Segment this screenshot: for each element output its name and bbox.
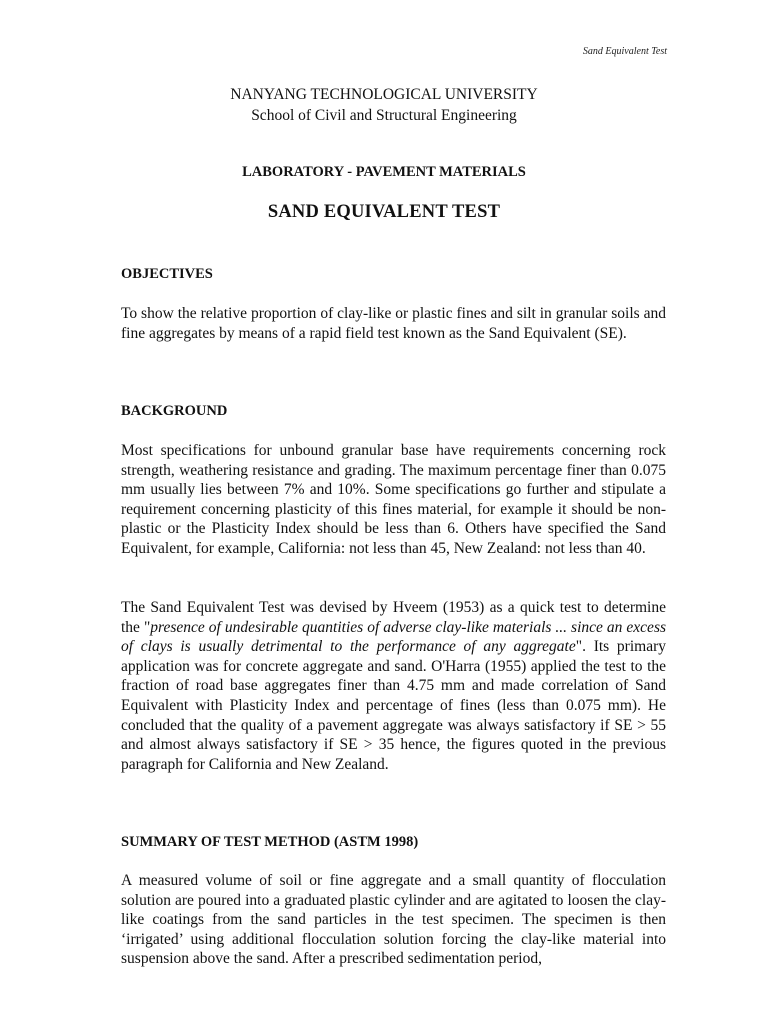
background-heading: BACKGROUND (121, 403, 228, 419)
summary-paragraph: A measured volume of soil or fine aggregate and a small quantity of flocculation solution are poured into a graduated plastic cylinder and are agitated to loosen the clay-like coatings from the sand particles in the test specimen. The specimen is then ‘irrigated’ using additional flocculation solution forcing the clay-like material into suspension above the sand. After a prescribed sedimentation period, (121, 872, 666, 968)
objectives-paragraph: To show the relative proportion of clay-like or plastic fines and silt in granular soils and fine aggregates by means of a rapid field test known as the Sand Equivalent (SE). (121, 305, 666, 342)
background-paragraph-2 (121, 598, 666, 774)
lab-title: LABORATORY - PAVEMENT MATERIALS (242, 164, 526, 180)
university-name: NANYANG TECHNOLOGICAL UNIVERSITY (230, 86, 538, 103)
quoted-text: presence of undesirable quantities of adverse clay-like materials ... since an excess of clays is usually detrimental to the performance of any aggregate (121, 618, 667, 656)
document-title: SAND EQUIVALENT TEST (267, 202, 501, 222)
background-paragraph-1: Most specifications for unbound granular base have requirements concerning rock strength, weathering resistance and grading. The maximum percentage finer than 0.075 mm usually lies between 7% and 10%. Some specifications go further and stipulate a requirement concerning plasticity of this fines material, for example it should be non-plastic or the Plasticity Index should be less than 6. Others have specified the Sand Equivalent, for example, California: not less than 45, New Zealand: not less than 40. (121, 442, 666, 557)
school-name: School of Civil and Structural Engineering (251, 107, 517, 124)
paragraph-text: ". Its primary application was for concrete aggregate and sand. O'Harra (1955) applied the test to the fraction of road base aggregates finer than 4.75 mm and made correlation of Sand Equivalent with Plasticity Index and percentage of fines (less than 0.075 mm). He concluded that the quality of a pavement aggregate was always satisfactory if SE > 55 and almost always satisfactory if SE > 35 hence, the figures quoted in the previous paragraph for California and New Zealand. (121, 638, 666, 773)
paragraph-text: The Sand Equivalent Test was devised by Hveem (1953) as a quick test to determine the " (121, 599, 666, 636)
institution-block (0, 84, 768, 126)
running-header: Sand Equivalent Test (582, 46, 667, 57)
objectives-heading: OBJECTIVES (121, 266, 213, 282)
summary-heading: SUMMARY OF TEST METHOD (ASTM 1998) (121, 834, 419, 850)
